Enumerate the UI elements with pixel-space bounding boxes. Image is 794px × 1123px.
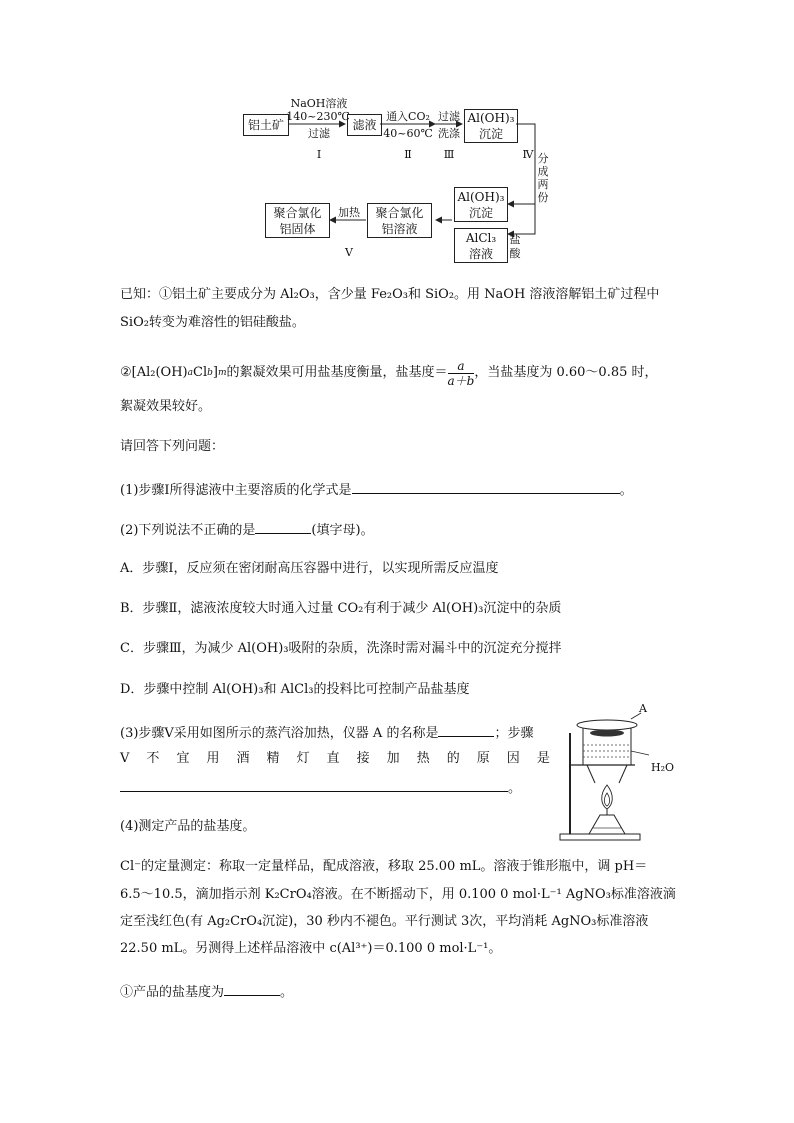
formula-part2: Cl [193,365,208,380]
polymer-solution-line1: 聚合氯化 [375,205,424,220]
steam-bath-apparatus [555,703,685,843]
step5-number: Ⅴ [345,246,353,259]
q3-char: 宜 [176,751,190,766]
fraction-denominator: a＋b [447,373,475,388]
question-1-text: (1)步骤Ⅰ所得滤液中主要溶质的化学式是 [120,483,352,498]
basicity-fraction [448,359,475,388]
known-info-2-line2: 絮凝效果较好。 [120,399,212,414]
aloh3-portion-state: 沉淀 [468,205,493,220]
aloh3-formula: Al(OH)₃ [467,111,515,125]
step1-reagent: NaOH溶液 [290,97,348,110]
question-1-end: 。 [619,483,633,498]
bauxite-box [243,114,289,136]
polymer-solid-box [265,203,330,238]
option-c: C．步骤Ⅲ，为减少 Al(OH)₃吸附的杂质，洗涤时需对漏斗中的沉淀充分搅拌 [120,641,562,656]
known-info-2-line1 [120,358,658,388]
question-3-line2 [120,750,550,768]
q3-char: 灯 [296,751,310,766]
chloride-method-line2: 6.5～10.5，滴加指示剂 K₂CrO₄溶液。在不断摇动下，用 0.100 0 mol·L⁻¹ AgNO₃标准溶液滴 [120,887,676,902]
step2-reagent: 通入CO₂ [386,110,430,123]
chloride-method-line4: 22.50 mL。另测得上述样品溶液中 c(Al³⁺)＝0.100 0 mol·L⁻¹。 [120,941,502,956]
formula-sub-m: m [217,368,227,378]
polymer-solid-line2: 铝固体 [279,221,316,236]
bauxite-label: 铝土矿 [247,118,284,132]
split-char-3: 两 [537,178,549,191]
aloh3-precipitate-box [464,109,518,143]
alcl3-solution-box [454,228,508,263]
q3-char: 直 [326,751,340,766]
q3-char: 精 [266,751,280,766]
step1-operation: 过滤 [308,127,330,140]
question-3-blank-b[interactable] [120,777,508,792]
basicity-range: ，当盐基度为 0.60～0.85 时， [474,365,658,380]
polymer-solution-box [367,203,432,238]
q3-char: 加 [386,751,400,766]
alcl3-formula: AlCl₃ [465,230,497,245]
option-d: D．步骤中控制 Al(OH)₃和 AlCl₃的投料比可控制产品盐基度 [120,682,470,697]
question-2-text: (2)下列说法不正确的是 [120,523,256,538]
known-info-1-line1: 已知：①铝土矿主要成分为 Al₂O₃，含少量 Fe₂O₃和 SiO₂。用 NaOH 溶液溶解铝土矿过程中 [120,287,660,302]
chloride-method-line3: 定至浅红色(有 Ag₂CrO₄沉淀)，30 秒内不褪色。平行测试 3次，平均消耗 AgNO₃标准溶液 [120,914,649,929]
instrument-a-label: A [639,702,647,715]
alcl3-state: 溶液 [468,246,493,261]
answer-prompt: 请回答下列问题： [120,439,225,454]
step2-temp: 40~60℃ [383,127,433,140]
question-3-line1 [120,722,533,743]
process-flowchart [230,92,570,267]
fraction-numerator: a [448,359,475,374]
aloh3-portion-box [454,187,508,222]
filtrate-label: 滤液 [352,118,377,132]
option-a: A．步骤Ⅰ，反应须在密闭耐高压容器中进行，以实现所需反应温度 [120,561,499,576]
question-4-1 [120,981,293,1002]
polymer-solid-line1: 聚合氯化 [273,205,322,220]
question-4: (4)测定产品的盐基度。 [120,819,256,834]
option-b: B．步骤Ⅱ，滤液浓度较大时通入过量 CO₂有利于减少 Al(OH)₃沉淀中的杂质 [120,601,562,616]
question-3-text: (3)步骤Ⅴ采用如图所示的蒸汽浴加热，仪器 A 的名称是 [120,726,439,741]
step5-operation: 加热 [338,206,360,219]
question-4-1-text: ①产品的盐基度为 [120,985,225,1000]
formula-sub-a: a [187,368,193,378]
split-char-2: 成 [537,165,549,178]
step3-operation1: 过滤 [438,110,460,123]
q3-char: 热 [416,751,430,766]
question-1 [120,479,633,500]
split-char-1: 分 [537,152,549,165]
q3-char: 因 [506,751,520,766]
basicity-definition: 的絮凝效果可用盐基度衡量，盐基度＝ [226,365,448,380]
split-char-4: 份 [537,191,549,204]
formula-part1: ②[Al₂(OH) [120,365,188,380]
question-2 [120,519,374,540]
question-3-line3 [120,777,521,798]
known-info-1-line2: SiO₂转变为难溶性的铝硅酸盐。 [120,315,305,330]
question-3-end: 。 [508,781,522,796]
question-3-step: ；步骤 [494,726,534,741]
question-3-blank-a[interactable] [438,722,494,737]
polymer-solution-line2: 铝溶液 [381,221,418,236]
q3-char: 接 [356,751,370,766]
step3-number: Ⅲ [443,148,455,161]
step4-number: Ⅳ [522,148,534,161]
water-label: H₂O [651,761,675,774]
q3-char: Ⅴ [120,751,130,766]
step1-number: Ⅰ [316,148,322,161]
formula-part3: ] [212,365,218,380]
step1-temp: 140~230℃ [286,110,350,123]
formula-sub-b: b [207,368,213,378]
q3-char: 的 [446,751,460,766]
step3-operation2: 洗涤 [438,127,460,140]
question-1-blank[interactable] [352,479,620,494]
question-4-1-blank[interactable] [224,981,280,996]
q3-char: 酒 [236,751,250,766]
question-2-end: (填字母)。 [311,523,374,538]
question-4-1-end: 。 [280,985,294,1000]
step2-number: Ⅱ [404,148,412,161]
q3-char: 原 [476,751,490,766]
hcl-char-1: 盐 [509,233,521,246]
aloh3-state: 沉淀 [478,127,503,141]
q3-char: 不 [146,751,160,766]
hcl-char-2: 酸 [509,247,521,260]
chloride-method-line1: Cl⁻的定量测定：称取一定量样品，配成溶液，移取 25.00 mL。溶液于锥形瓶中，调 pH＝ [120,859,648,874]
q3-char: 是 [536,751,550,766]
filtrate-box [347,114,382,136]
question-2-blank[interactable] [255,519,311,534]
aloh3-portion-formula: Al(OH)₃ [457,189,505,204]
q3-char: 用 [206,751,220,766]
